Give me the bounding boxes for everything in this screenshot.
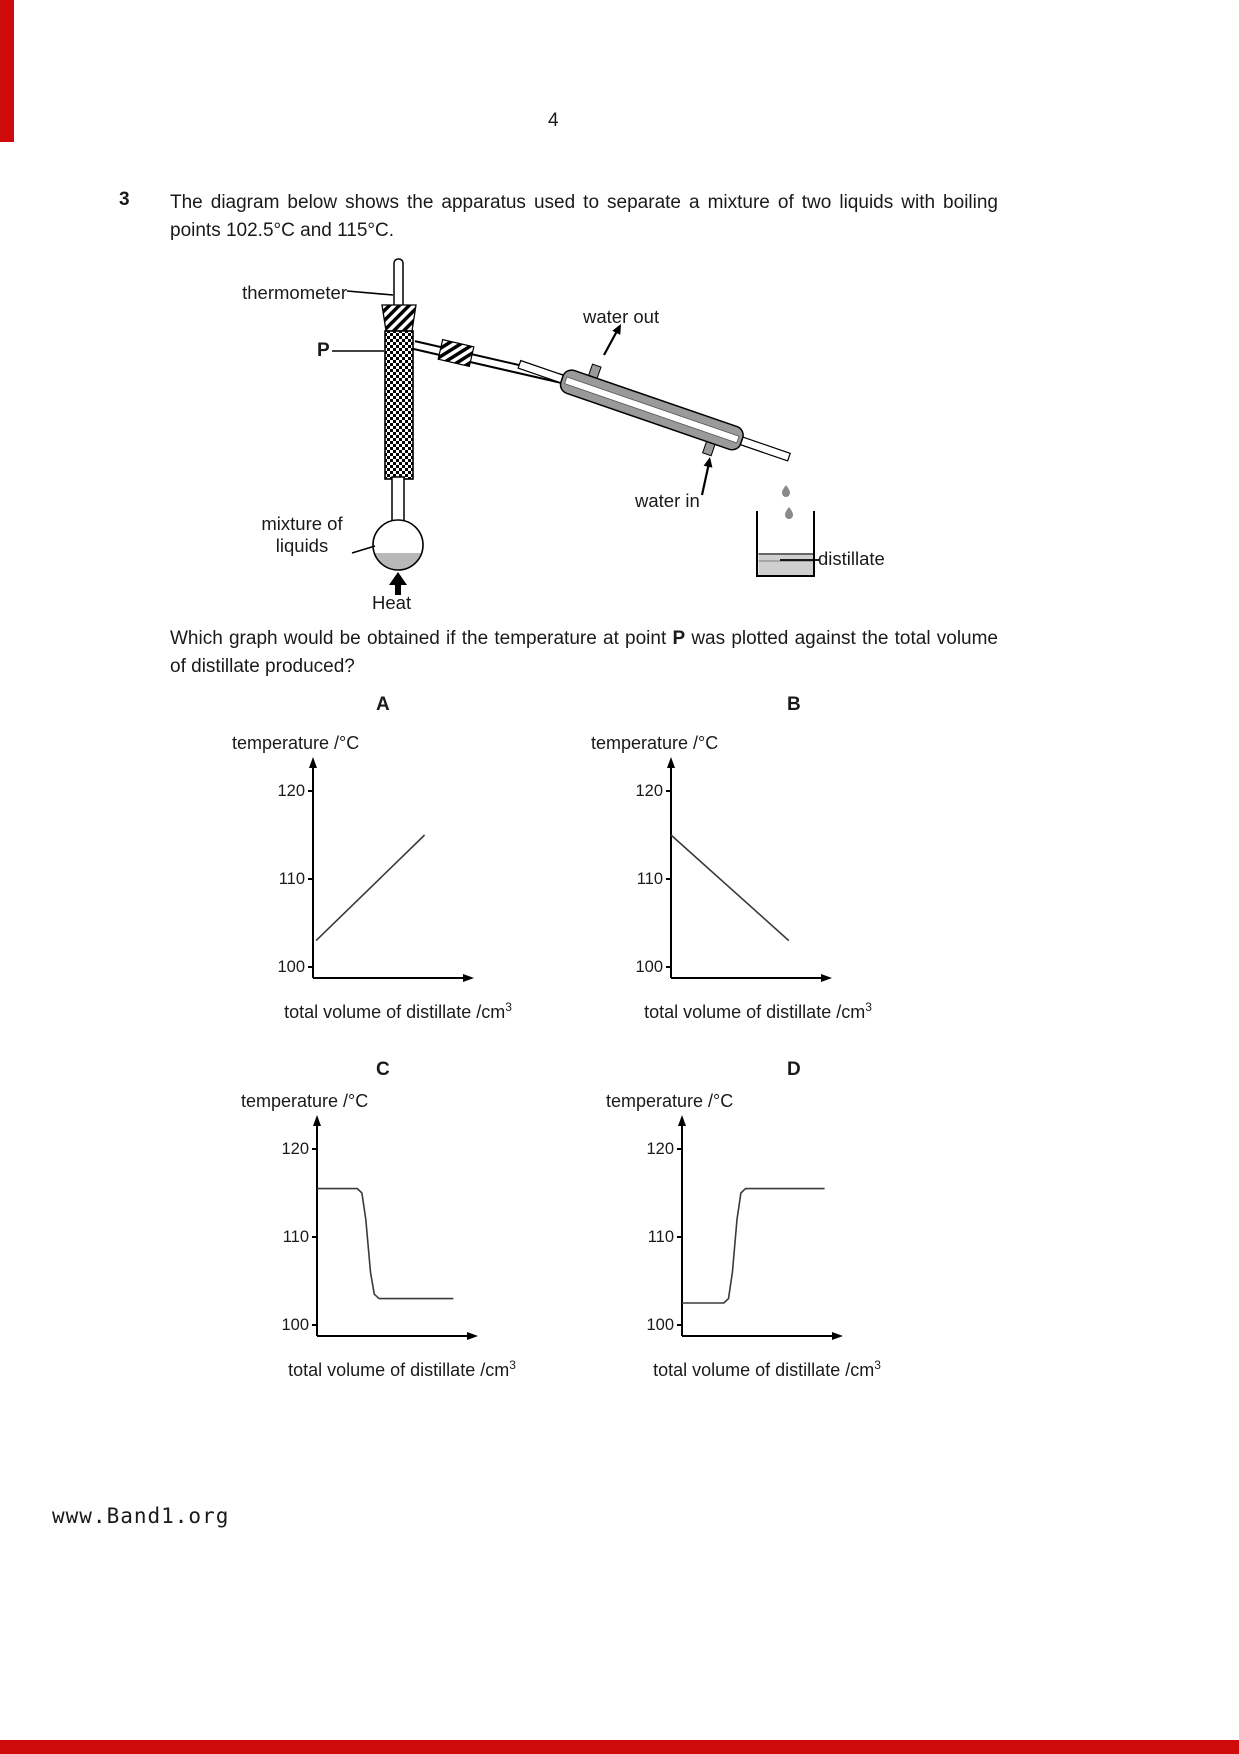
water-in-arrow: [702, 463, 709, 495]
condenser: [512, 342, 797, 480]
question-number: 3: [119, 189, 130, 210]
water-in-label: water in: [635, 490, 700, 511]
thermometer-leader-line: [347, 291, 393, 295]
graph-c-ylabel: temperature /°C: [241, 1091, 369, 1111]
graph-b-letter: B: [787, 694, 801, 715]
distillate-label: distillate: [818, 548, 885, 569]
graph-b-xlabel: total volume of distillate $/cm^3$: [644, 1000, 872, 1022]
graph-d-plot: [637, 1111, 852, 1346]
red-bar-bottom: [0, 1740, 1239, 1754]
graph-c-letter: C: [376, 1059, 390, 1080]
mixture-label-line1: mixture of: [261, 513, 343, 534]
side-arm-joint-cork: [438, 340, 474, 367]
question-follow-post: was plotted against the total volume of distillate produced?: [170, 628, 999, 677]
graph-a-letter: A: [376, 694, 390, 715]
point-p-label: P: [317, 340, 330, 361]
svg-text:100: 100: [646, 1316, 674, 1334]
drop-icon: [782, 485, 790, 497]
svg-text:120: 120: [277, 782, 305, 800]
graph-b-plot: [626, 753, 841, 988]
graph-d-ylabel: temperature /°C: [606, 1091, 734, 1111]
svg-text:110: 110: [282, 1228, 309, 1246]
graph-c-xlabel: total volume of distillate $/cm^3$: [288, 1358, 516, 1380]
heat-label: Heat: [372, 592, 412, 613]
distillate-liquid: [759, 554, 814, 575]
fractionating-column: [385, 331, 413, 479]
graph-b-line: [671, 835, 789, 941]
red-edge-top-left: [0, 0, 14, 142]
page-number: 4: [548, 110, 559, 131]
mixture-leader-line: [352, 546, 375, 553]
water-in-arrowhead: [704, 457, 713, 468]
graph-a-plot: [268, 753, 483, 988]
graph-d-xlabel: total volume of distillate $/cm^3$: [653, 1358, 881, 1380]
graph-d-letter: D: [787, 1059, 801, 1080]
graph-d-line: [682, 1189, 825, 1303]
flask-neck: [392, 477, 404, 523]
condenser-bore-stripe: [565, 377, 739, 443]
heat-arrowhead: [389, 572, 407, 585]
svg-text:100: 100: [281, 1316, 309, 1334]
question-follow-point-p: P: [672, 628, 686, 649]
graph-b-ylabel: temperature /°C: [591, 733, 719, 753]
svg-text:120: 120: [635, 782, 663, 800]
svg-text:120: 120: [281, 1140, 309, 1158]
stopper-cork: [382, 305, 416, 331]
question-follow: [170, 625, 998, 681]
question-follow-pre: Which graph would be obtained if the temperature at point: [170, 628, 673, 649]
graph-a-line: [316, 835, 425, 941]
svg-text:110: 110: [278, 870, 305, 888]
svg-text:100: 100: [635, 958, 663, 976]
graph-c-line: [317, 1189, 453, 1299]
mixture-label-line2: liquids: [275, 535, 329, 556]
svg-text:100: 100: [277, 958, 305, 976]
water-out-arrow: [604, 331, 617, 355]
mixture-label: [252, 513, 352, 557]
svg-text:120: 120: [646, 1140, 674, 1158]
graph-a-ylabel: temperature /°C: [232, 733, 360, 753]
question-intro: The diagram below shows the apparatus used to separate a mixture of two liquids with boiling points 102.5°C and 115°C.: [170, 192, 998, 241]
svg-text:110: 110: [647, 1228, 674, 1246]
graph-a-xlabel: total volume of distillate $/cm^3$: [284, 1000, 512, 1022]
drop-icon: [785, 507, 793, 519]
graph-c-plot: [272, 1111, 487, 1346]
water-out-label: water out: [583, 306, 660, 327]
thermometer-label: thermometer: [242, 282, 347, 303]
footer-url: www.Band1.org: [52, 1504, 230, 1528]
svg-text:110: 110: [636, 870, 663, 888]
